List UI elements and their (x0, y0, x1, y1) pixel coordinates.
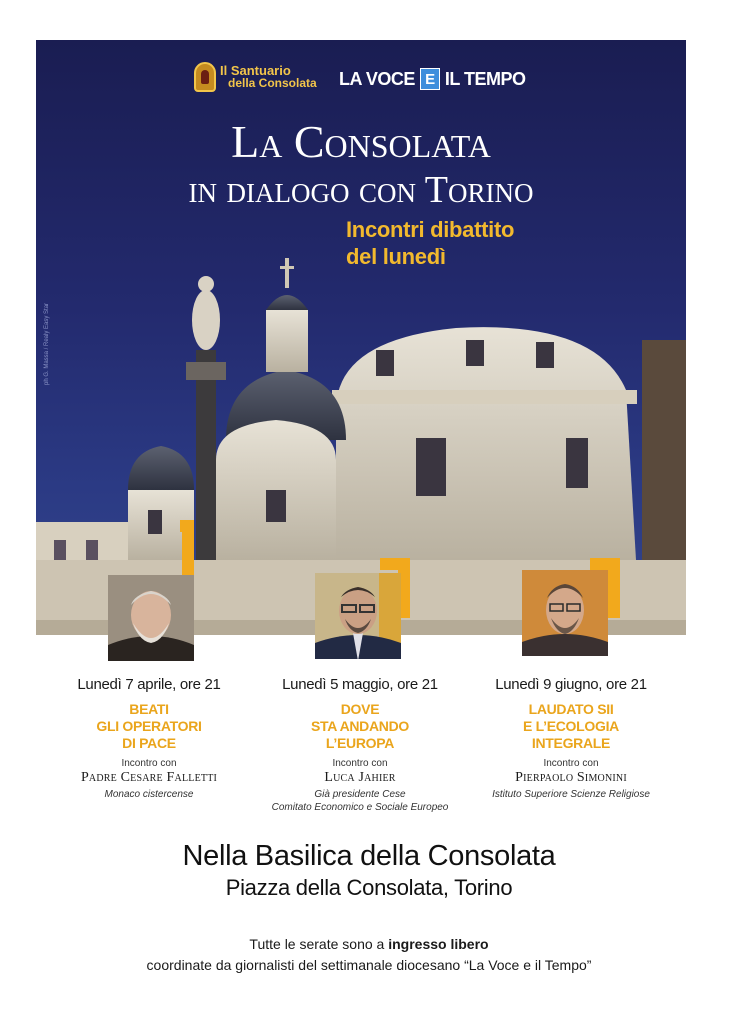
santuario-logo-line2: della Consolata (228, 76, 317, 90)
event-date: Lunedì 5 maggio, ore 21 (282, 676, 438, 693)
subtitle (346, 216, 514, 270)
voce-logo-left: LA VOCE (339, 68, 415, 89)
madonna-icon (194, 62, 216, 92)
event-role: Già presidente Cese Comitato Economico e Sociale Europeo (271, 789, 449, 813)
logos-bar (36, 60, 686, 96)
speaker-photo-3 (522, 570, 608, 656)
event-date: Lunedì 9 giugno, ore 21 (495, 676, 647, 693)
photo-frame-1 (180, 520, 194, 580)
event-title: DOVE STA ANDANDO L’EUROPA (310, 701, 410, 751)
event-2 (260, 676, 460, 814)
subtitle-line2: del lunedì (346, 244, 446, 269)
venue-address: Piazza della Consolata, Torino (225, 875, 513, 900)
event-3 (471, 676, 671, 801)
event-intro: Incontro con (121, 758, 177, 769)
venue (0, 838, 738, 902)
event-1 (49, 676, 249, 801)
event-role: Monaco cistercense (104, 789, 194, 800)
photo-credit: ph G. Massa / Realy Easy Star (44, 302, 50, 385)
voce-tempo-logo (339, 68, 526, 90)
footnote (0, 934, 738, 976)
santuario-logo (194, 62, 317, 92)
event-date: Lunedì 7 aprile, ore 21 (77, 676, 221, 693)
event-speaker: Luca Jahier (324, 770, 396, 785)
footnote-free-entry: ingresso libero (388, 936, 489, 952)
footnote-line1-text: Tutte le serate sono a (249, 936, 389, 952)
subtitle-line1: Incontri dibattito (346, 217, 515, 242)
speaker-portrait-icon (522, 570, 608, 656)
event-speaker: Padre Cesare Falletti (80, 770, 218, 785)
poster-header (36, 40, 686, 635)
event-title: BEATI GLI OPERATORI DI PACE (96, 701, 202, 751)
santuario-logo-line1: Il Santuario (220, 63, 291, 78)
speaker-portrait-icon (108, 575, 194, 661)
event-title: LAUDATO SII E L’ECOLOGIA INTEGRALE (523, 701, 619, 751)
event-role: Istituto Superiore Scienze Religiose (492, 789, 650, 800)
event-intro: Incontro con (543, 758, 599, 769)
speaker-portrait-icon (315, 573, 401, 659)
footnote-line2: coordinate da giornalisti del settimanale diocesano “La Voce e il Tempo” (146, 957, 592, 973)
voce-logo-mark: E (420, 68, 440, 90)
venue-name: Nella Basilica della Consolata (182, 840, 556, 872)
voce-logo-right: IL TEMPO (444, 68, 526, 89)
speaker-photo-2 (315, 573, 401, 659)
speaker-photo-1 (108, 575, 194, 661)
title-line2: in dialogo con Torino (188, 169, 534, 211)
event-speaker: Pierpaolo Simonini (515, 770, 627, 785)
event-intro: Incontro con (332, 758, 388, 769)
title-line1: La Consolata (231, 116, 491, 167)
footnote-line1 (0, 934, 738, 955)
